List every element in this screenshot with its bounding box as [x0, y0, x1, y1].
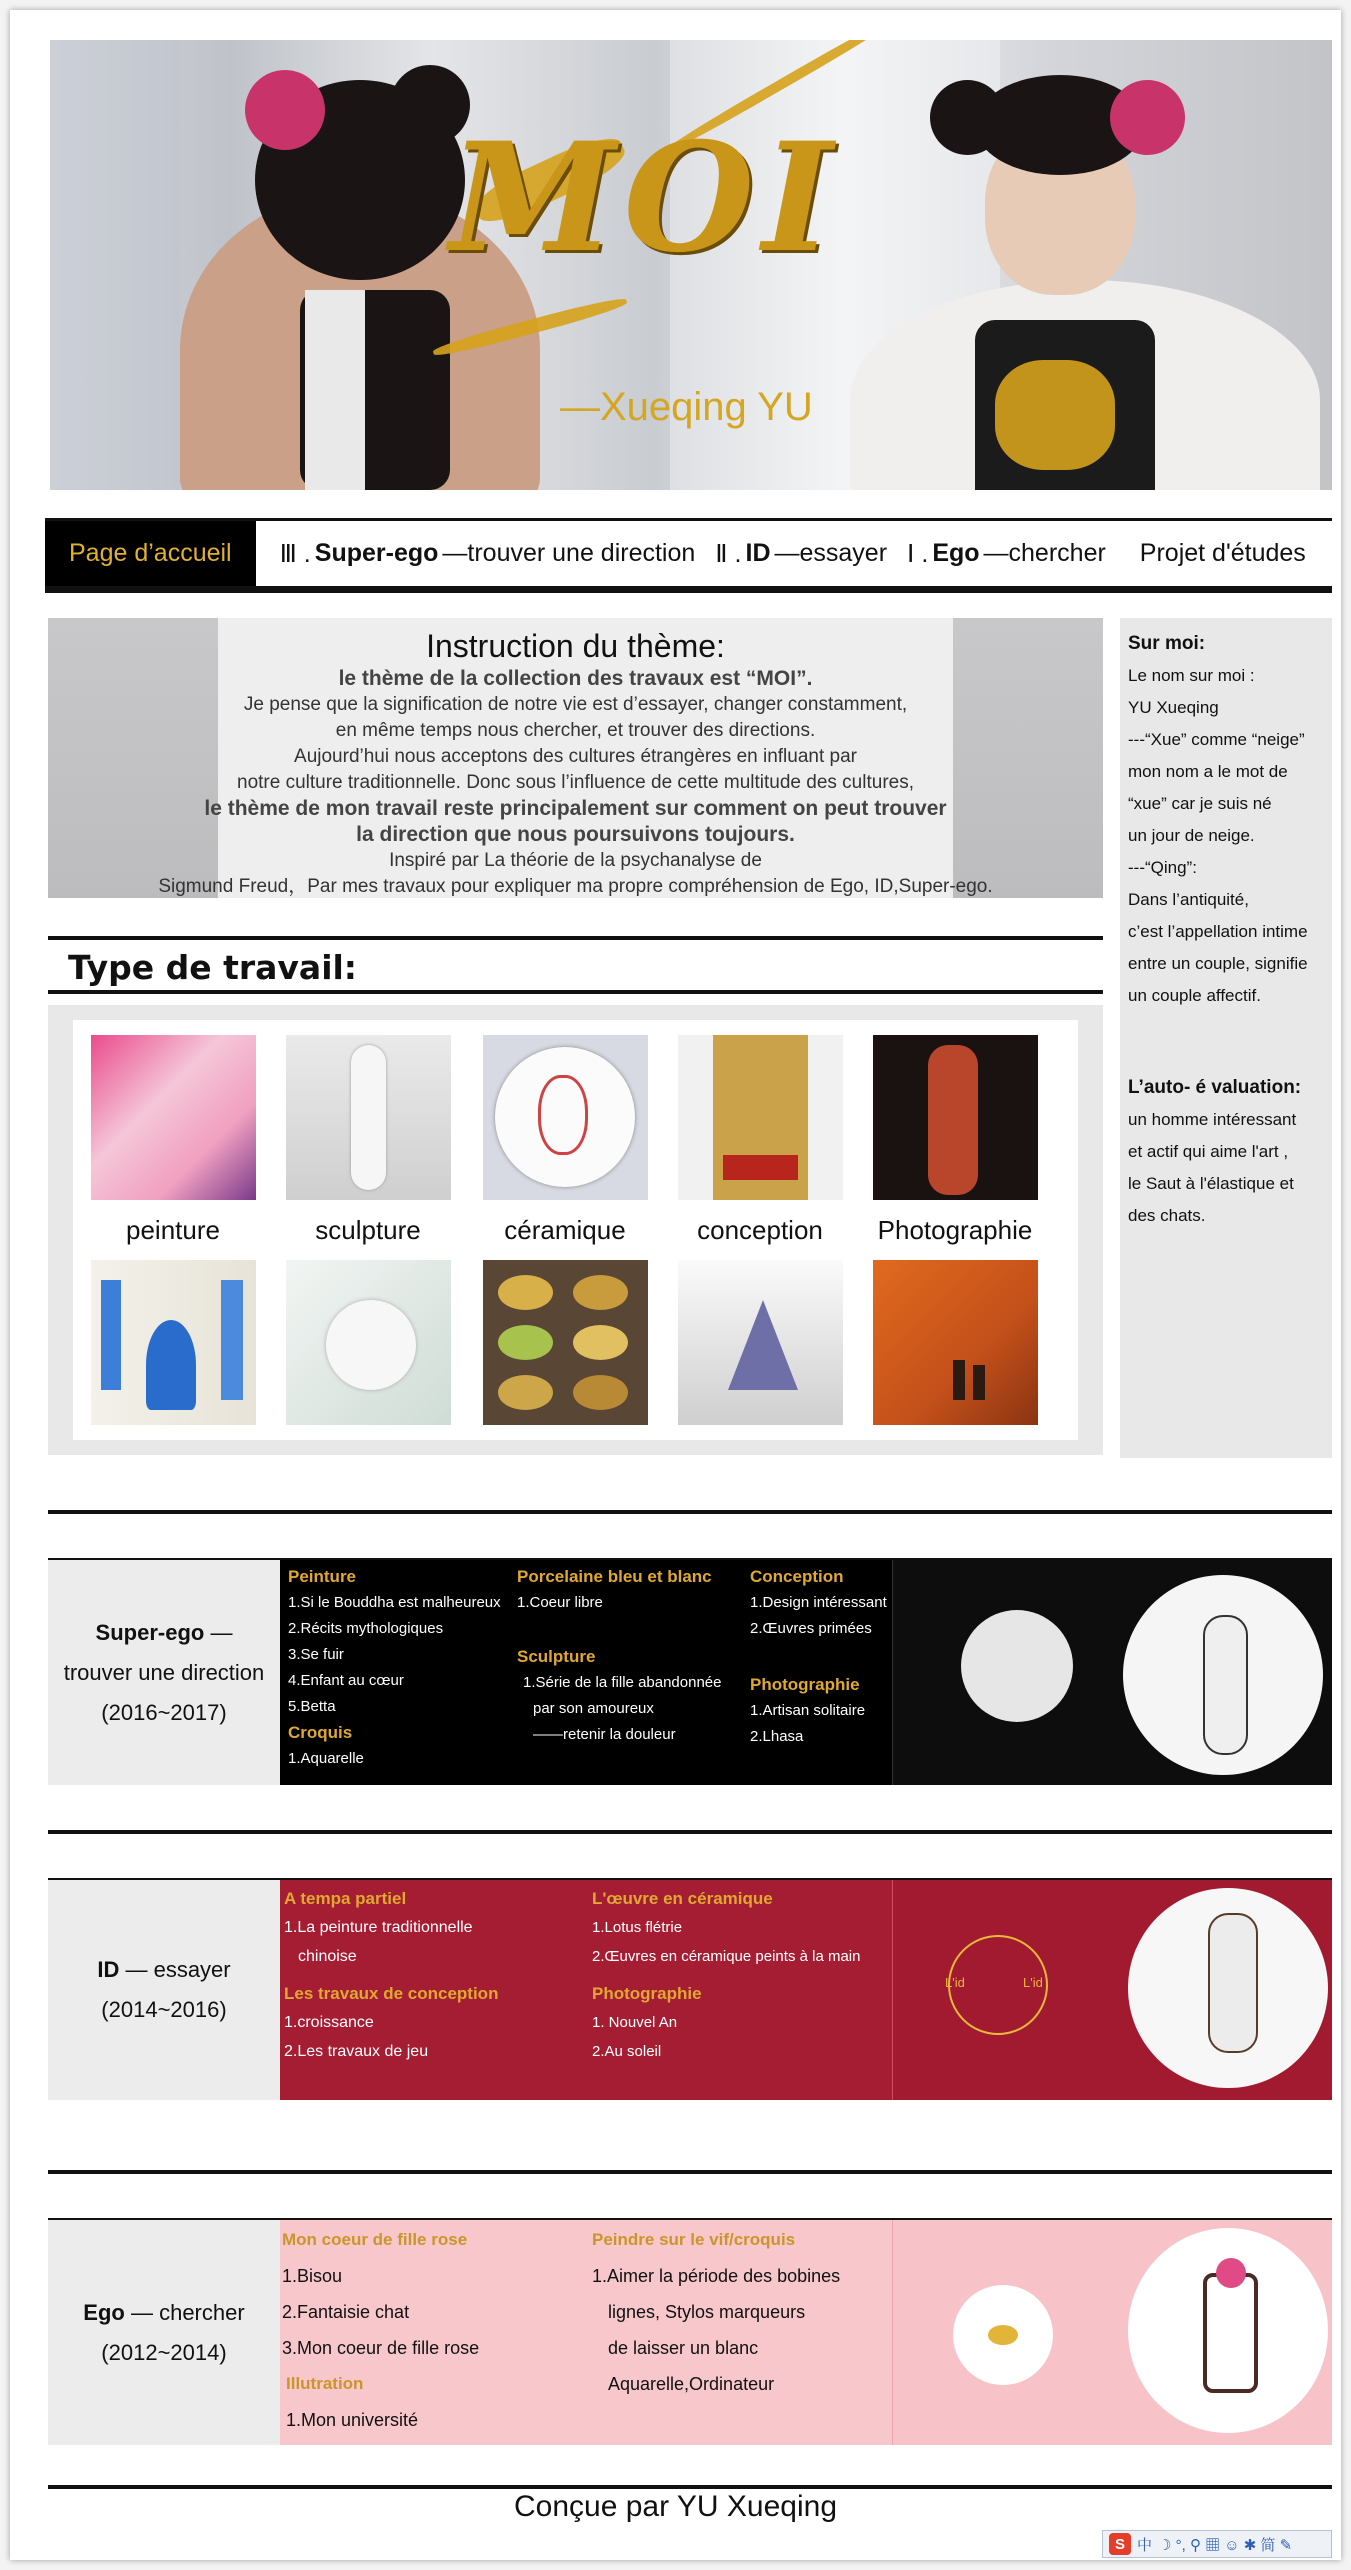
label-bold: ID	[97, 1957, 120, 1982]
category-heading: Conception	[750, 1567, 844, 1586]
work-link[interactable]: 3.Se fuir	[288, 1646, 344, 1663]
divider	[48, 1830, 1332, 1834]
about-name: YU Xueqing	[1128, 698, 1219, 717]
super-ego-title-2: trouver une direction	[63, 1659, 265, 1685]
nav-numeral: Ⅲ .	[279, 539, 311, 568]
photo-person	[973, 1365, 985, 1400]
poster-title	[723, 1155, 798, 1180]
instruction-title: Instruction du thème:	[426, 628, 725, 664]
poster-circle-large	[1128, 1888, 1328, 2088]
work-link: Aquarelle,Ordinateur	[608, 2374, 775, 2394]
ego-col-2	[592, 2222, 892, 2402]
sculpture-face	[326, 1300, 416, 1390]
banner-image	[50, 40, 1332, 490]
ime-tool-icons[interactable]: ☽ °, ⚲ ▦ ☺ ✱ 简 ✎	[1158, 2536, 1293, 2554]
work-link[interactable]: 2.Fantaisie chat	[282, 2302, 410, 2322]
poster-figure-hair	[1216, 2258, 1246, 2288]
id-panel	[280, 1880, 1332, 2100]
instruction-line: la direction que nous poursuivons toujours.	[356, 823, 795, 846]
work-link[interactable]: 1.Aimer la période des bobines	[592, 2266, 841, 2286]
instruction-text	[48, 626, 1103, 898]
photo-figure	[928, 1045, 978, 1195]
divider	[48, 936, 1103, 940]
ime-logo-icon[interactable]: S	[1109, 2533, 1131, 2555]
sculpture-figure	[351, 1045, 386, 1190]
work-link[interactable]: 1.Artisan solitaire	[750, 1702, 866, 1719]
figure-strip	[305, 290, 365, 490]
gallery-grid	[73, 1020, 1078, 1440]
category-heading: Croquis	[288, 1723, 353, 1742]
work-link[interactable]: 1.Design intéressant	[750, 1594, 887, 1611]
gold-pattern	[995, 360, 1115, 470]
work-link[interactable]: 1.Coeur libre	[517, 1594, 603, 1611]
category-heading: Photographie	[592, 1984, 702, 2003]
thumb-conception-2[interactable]	[678, 1260, 843, 1425]
figure-bun-right	[1110, 80, 1185, 155]
poster-seal	[953, 2285, 1053, 2385]
label-rest: — essayer	[119, 1957, 231, 1982]
nav-bold: Ego	[932, 539, 980, 567]
ime-toolbar[interactable]	[1102, 2530, 1332, 2558]
work-link[interactable]: 2.Récits mythologiques	[288, 1620, 444, 1637]
divider	[48, 1510, 1332, 1514]
spacer	[750, 1642, 900, 1672]
work-link[interactable]: 2.Au soleil	[592, 2043, 662, 2060]
work-link: par son amoureux	[533, 1700, 654, 1717]
instruction-line: Inspiré par La théorie de la psychanalyse de	[389, 850, 762, 871]
about-line: mon nom a le mot de	[1128, 762, 1288, 781]
work-link: lignes, Stylos marqueurs	[608, 2302, 806, 2322]
nav-projet[interactable]	[1130, 539, 1316, 568]
id-poster[interactable]	[892, 1880, 1332, 2100]
poster-text: L'id	[945, 1975, 965, 1990]
paint-stroke	[101, 1280, 121, 1390]
figure-bun-left	[930, 80, 1005, 155]
category-heading: Mon coeur de fille rose	[282, 2230, 468, 2249]
nav-numeral: Ⅱ .	[715, 539, 742, 568]
poster-flower-icon	[988, 2325, 1018, 2345]
instruction-panel	[48, 618, 1103, 898]
about-sidebar	[1120, 618, 1332, 1458]
banner-strip	[50, 40, 180, 490]
instruction-line: notre culture traditionnelle. Donc sous l’influence de cette multitude des cultures,	[237, 772, 914, 793]
nav-bold: Super-ego	[314, 539, 439, 567]
about-line: c’est l’appellation intime	[1128, 922, 1308, 941]
poster-text: L'id	[1023, 1975, 1043, 1990]
thumb-peinture-2[interactable]	[91, 1260, 256, 1425]
nav-numeral: Ⅰ .	[907, 539, 929, 568]
ego-years: (2012~2014)	[101, 2339, 227, 2365]
caption-sculpture: sculpture	[315, 1215, 421, 1245]
category-heading: Peindre sur le vif/croquis	[592, 2230, 796, 2249]
label-rest: —	[204, 1619, 233, 1645]
category-heading: Sculpture	[517, 1647, 596, 1666]
ego-title	[83, 2293, 244, 2333]
nav-home[interactable]: Page d’accueil	[45, 521, 256, 586]
category-heading: Les travaux de conception	[284, 1984, 499, 2003]
super-ego-poster[interactable]	[892, 1560, 1332, 1785]
work-link[interactable]: 1.Mon université	[286, 2410, 419, 2430]
bowl	[498, 1325, 553, 1360]
caption-conception: conception	[697, 1215, 823, 1245]
label-bold: Ego	[83, 2299, 125, 2325]
thumb-photographie-2[interactable]	[873, 1260, 1038, 1425]
bowl	[573, 1275, 628, 1310]
work-link[interactable]: 3.Mon coeur de fille rose	[282, 2338, 480, 2358]
about-heading: Sur moi:	[1128, 633, 1206, 654]
thumb-ceramique-2[interactable]	[483, 1260, 648, 1425]
ime-language-toggle[interactable]: 中	[1137, 2536, 1153, 2554]
banner-title: MOI	[449, 110, 841, 286]
super-ego-panel	[280, 1560, 1332, 1785]
footer-credit: Conçue par YU Xueqing	[514, 2490, 837, 2523]
nav-rest: —chercher	[983, 539, 1106, 567]
category-heading: Illutration	[286, 2374, 364, 2393]
about-line: un homme intéressant	[1128, 1110, 1297, 1129]
ceramic-drawing	[538, 1075, 588, 1155]
about-line: le Saut à l'élastique et	[1128, 1174, 1294, 1193]
work-link[interactable]: 1.Série de la fille abandonnée	[523, 1674, 722, 1691]
poster-circle-large	[1123, 1575, 1323, 1775]
instruction-line: Sigmund Freud，Par mes travaux pour expliquer ma propre compréhension de Ego, ID,Super-ego.	[158, 876, 993, 897]
work-link: ——retenir la douleur	[533, 1726, 676, 1743]
work-link[interactable]: 2.Œuvres primées	[750, 1620, 872, 1637]
super-ego-years: (2016~2017)	[101, 1699, 227, 1725]
work-link[interactable]: 2.Lhasa	[750, 1728, 804, 1745]
nav-id[interactable]	[705, 539, 897, 569]
architecture-model	[728, 1300, 798, 1390]
ego-label	[48, 2220, 280, 2445]
caption-photographie: Photographie	[877, 1215, 1033, 1245]
nav-rest: —trouver une direction	[442, 539, 696, 567]
category-heading: L'œuvre en céramique	[592, 1889, 773, 1908]
id-label	[48, 1880, 280, 2100]
ego-panel	[280, 2220, 1332, 2445]
id-col-1	[284, 1884, 584, 2066]
work-link[interactable]: 1.Aquarelle	[288, 1750, 364, 1767]
bowl	[573, 1325, 628, 1360]
main-nav	[45, 518, 1332, 593]
divider	[48, 2170, 1332, 2174]
paint-stroke	[146, 1320, 196, 1410]
work-link[interactable]: 4.Enfant au cœur	[288, 1672, 404, 1689]
instruction-line: en même temps nous chercher, et trouver des directions.	[335, 720, 816, 741]
banner-subtitle: —Xueqing YU	[560, 385, 813, 429]
caption-peinture: peinture	[126, 1215, 220, 1245]
about-line: Le nom sur moi :	[1128, 666, 1255, 685]
id-col-2	[592, 1884, 892, 2066]
ego-col-1	[282, 2222, 582, 2438]
bowl	[498, 1275, 553, 1310]
thumb-sculpture-2[interactable]	[286, 1260, 451, 1425]
super-ego-col-3	[750, 1564, 900, 1750]
instruction-line: Je pense que la signification de notre vie est d’essayer, changer constamment,	[243, 694, 908, 715]
work-gallery	[48, 1005, 1103, 1455]
thumb-conception[interactable]	[678, 1035, 843, 1200]
id-title	[97, 1950, 230, 1990]
thumb-peinture[interactable]	[91, 1035, 256, 1200]
super-ego-col-1	[288, 1564, 508, 1772]
spacer	[517, 1616, 737, 1644]
about-line: des chats.	[1128, 1206, 1206, 1225]
super-ego-label	[48, 1560, 280, 1785]
category-heading: Peinture	[288, 1567, 357, 1586]
about-line: “xue” car je suis né	[1128, 794, 1272, 813]
type-title: Type de travail:	[68, 948, 358, 987]
caption-ceramique: céramique	[504, 1215, 626, 1245]
label-bold: Super-ego	[95, 1619, 205, 1645]
work-link[interactable]: 1. Nouvel An	[592, 2014, 678, 2031]
work-link: chinoise	[298, 1948, 357, 1965]
work-link[interactable]: 5.Betta	[288, 1698, 336, 1715]
spacer	[1128, 1012, 1324, 1072]
nav-super-ego[interactable]	[270, 539, 706, 569]
about-line: ---“Qing”:	[1128, 858, 1197, 877]
nav-bold: ID	[745, 539, 771, 567]
instruction-line: le thème de mon travail reste principalement sur comment on peut trouver	[204, 797, 947, 820]
about-line: un couple affectif.	[1128, 986, 1261, 1005]
work-link: de laisser un blanc	[608, 2338, 759, 2358]
poster-circle-large	[1128, 2228, 1328, 2433]
photo-person	[953, 1360, 965, 1400]
work-link[interactable]: 1.Lotus flétrie	[592, 1919, 683, 1936]
work-link[interactable]: 2.Les travaux de jeu	[284, 2043, 429, 2060]
work-link[interactable]: 1.Si le Bouddha est malheureux	[288, 1594, 501, 1611]
thumb-photographie[interactable]	[873, 1035, 1038, 1200]
poster-figure	[1203, 1615, 1248, 1755]
super-ego-col-2	[517, 1564, 737, 1748]
nav-rest: —essayer	[774, 539, 888, 567]
super-ego-title	[96, 1613, 233, 1653]
category-heading: Photographie	[750, 1675, 860, 1694]
work-link[interactable]: 1.Bisou	[282, 2266, 343, 2286]
figure-hair-pink	[245, 70, 325, 150]
spacer	[284, 1971, 584, 1979]
nav-rest: Projet d'études	[1139, 539, 1306, 567]
eval-heading: L’auto- é valuation:	[1128, 1077, 1302, 1098]
poster-circle-small	[961, 1610, 1073, 1722]
ego-poster[interactable]	[892, 2220, 1332, 2445]
instruction-line: Aujourd’hui nous acceptons des cultures étrangères en influant par	[294, 746, 857, 767]
bowl	[498, 1375, 553, 1410]
poster-chair	[1203, 2273, 1258, 2393]
label-rest: — chercher	[124, 2299, 245, 2325]
about-line: ---“Xue” comme “neige”	[1128, 730, 1305, 749]
thumb-ceramique[interactable]	[483, 1035, 648, 1200]
poster-figure	[1208, 1913, 1258, 2053]
work-link[interactable]: 1.La peinture traditionnelle	[284, 1919, 473, 1936]
about-line: entre un couple, signifie	[1128, 954, 1308, 973]
about-line: et actif qui aime l'art ,	[1128, 1142, 1289, 1161]
divider	[48, 990, 1103, 994]
id-years: (2014~2016)	[101, 1997, 227, 2022]
category-heading: A tempa partiel	[284, 1889, 407, 1908]
about-line: Dans l’antiquité,	[1128, 890, 1249, 909]
category-heading: Porcelaine bleu et blanc	[517, 1567, 712, 1586]
divider	[48, 2485, 1332, 2489]
work-link[interactable]: 1.croissance	[284, 2014, 374, 2031]
page	[10, 10, 1341, 2560]
about-line: un jour de neige.	[1128, 826, 1255, 845]
instruction-line: le thème de la collection des travaux est “MOI”.	[338, 667, 813, 690]
thumb-sculpture[interactable]	[286, 1035, 451, 1200]
work-link[interactable]: 2.Œuvres en céramique peints à la main	[592, 1948, 861, 1965]
paint-stroke	[221, 1280, 243, 1400]
nav-ego[interactable]	[897, 539, 1116, 569]
spacer	[592, 1971, 892, 1979]
bowl	[573, 1375, 628, 1410]
